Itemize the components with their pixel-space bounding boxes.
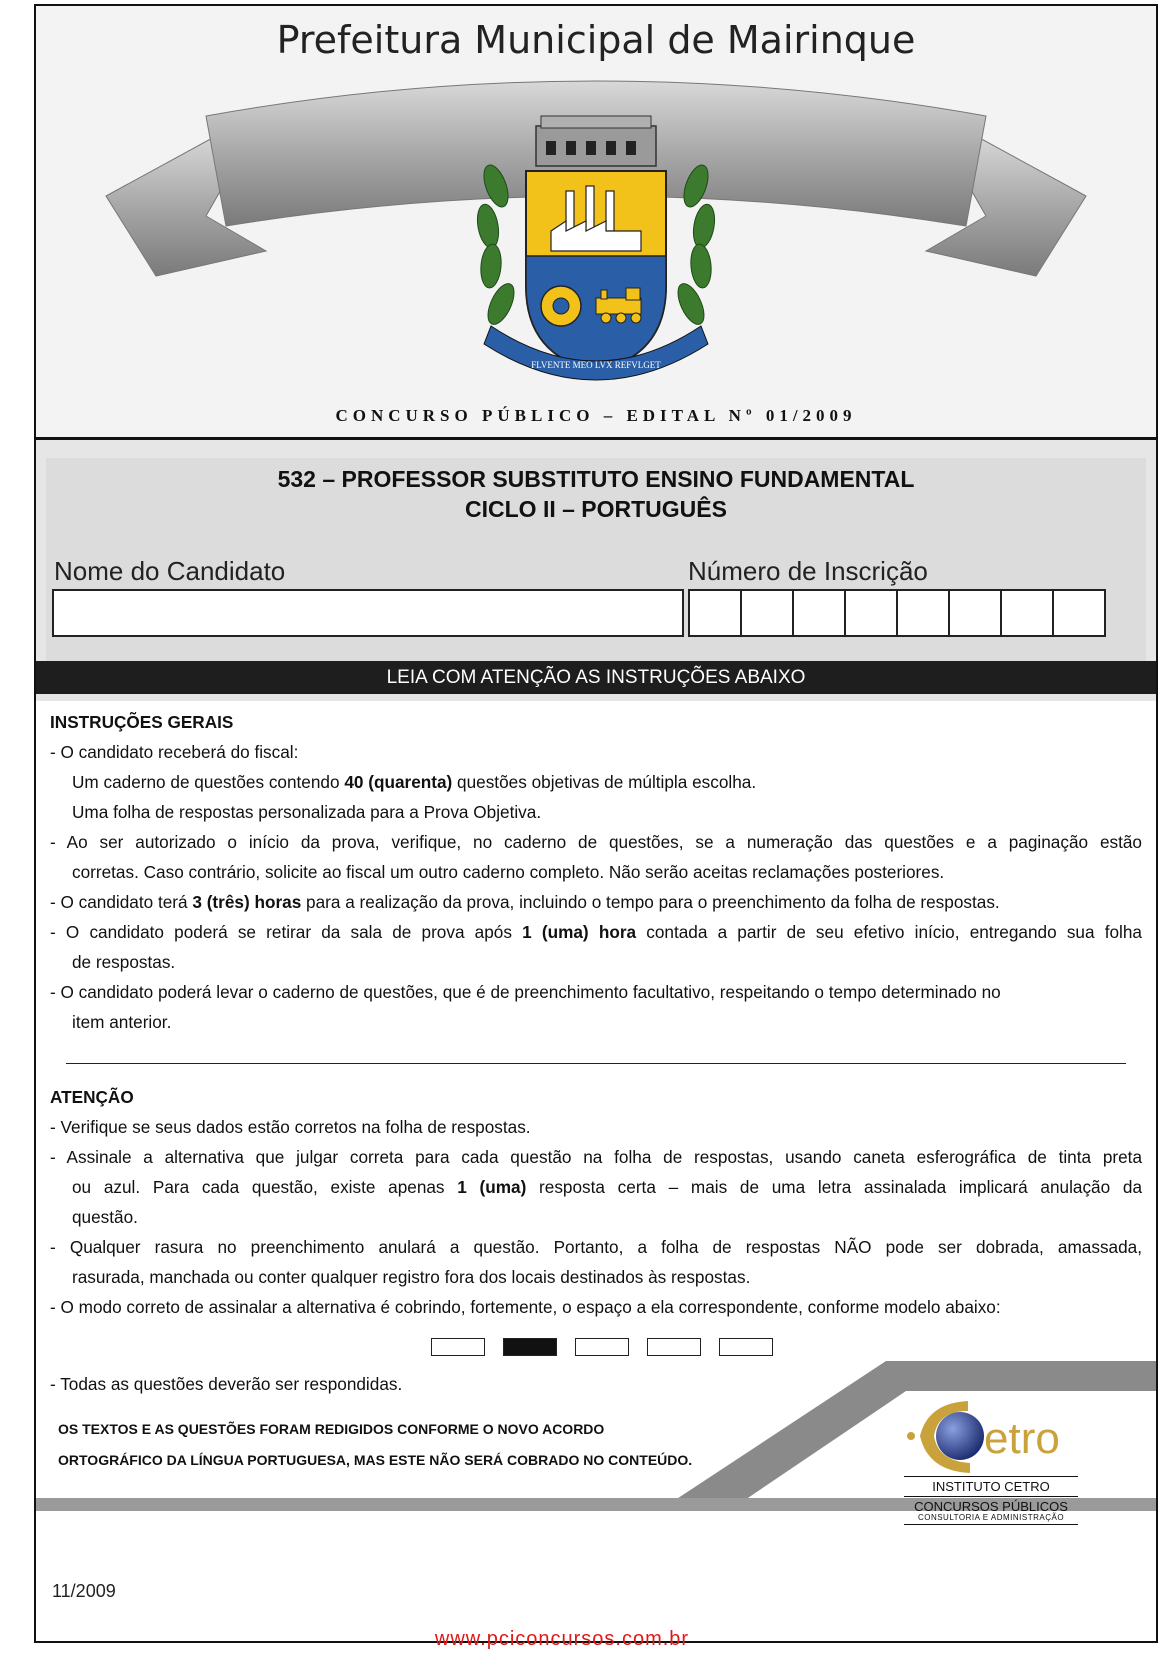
- position-title-line2: CICLO II – PORTUGUÊS: [465, 496, 727, 522]
- attention-line: ou azul. Para cada questão, existe apenas 1 (uma) resposta certa – mais de uma letra assinalada implicará anulação da: [72, 1177, 1143, 1197]
- registration-digit-cell[interactable]: [1054, 591, 1104, 635]
- instruction-line: - Ao ser autorizado o início da prova, verifique, no caderno de questões, se a numeração das questões e a paginação estão: [50, 832, 1142, 852]
- candidate-name-field[interactable]: [52, 589, 684, 637]
- instruction-line: Um caderno de questões contendo 40 (quarenta) questões objetivas de múltipla escolha.: [72, 772, 757, 792]
- orthography-note: [58, 1414, 692, 1476]
- registration-digit-cell[interactable]: [950, 591, 1002, 635]
- instruction-line: item anterior.: [72, 1012, 172, 1032]
- registration-digit-cell[interactable]: [846, 591, 898, 635]
- cetro-concursos: CONCURSOS PÚBLICOS: [904, 1496, 1078, 1514]
- watermark-link[interactable]: www.pciconcursos.com.br: [434, 1628, 690, 1650]
- cetro-institute: INSTITUTO CETRO: [904, 1476, 1078, 1494]
- header: [36, 6, 1156, 440]
- footer-date: 11/2009: [52, 1581, 116, 1601]
- attention-line: - Qualquer rasura no preenchimento anulará a questão. Portanto, a folha de respostas NÃO pode ser dobrada, amassada,: [50, 1237, 1142, 1257]
- candidate-name-label: Nome do Candidato: [54, 556, 286, 586]
- instruction-line: - O candidato receberá do fiscal:: [50, 742, 299, 762]
- instructions-banner: LEIA COM ATENÇÃO AS INSTRUÇÕES ABAIXO: [36, 661, 1156, 694]
- page-title: Prefeitura Municipal de Mairinque: [276, 18, 916, 62]
- orthography-note-line: ORTOGRÁFICO DA LÍNGUA PORTUGUESA, MAS ESTE NÃO SERÁ COBRADO NO CONTEÚDO.: [58, 1452, 693, 1468]
- instruction-line: de respostas.: [72, 952, 176, 972]
- orthography-note-line: OS TEXTOS E AS QUESTÕES FORAM REDIGIDOS CONFORME O NOVO ACORDO: [58, 1421, 605, 1437]
- attention-line: - Assinale a alternativa que julgar correta para cada questão na folha de respostas, usando caneta esferográfica de tinta preta: [50, 1147, 1142, 1167]
- registration-number-field[interactable]: [688, 589, 1106, 637]
- attention-line: rasurada, manchada ou conter qualquer registro fora dos locais destinados às respostas.: [72, 1267, 751, 1287]
- instruction-line: - O candidato poderá levar o caderno de questões, que é de preenchimento facultativo, respeitando o tempo determinado no: [50, 982, 1001, 1002]
- cetro-consultoria: CONSULTORIA E ADMINISTRAÇÃO: [904, 1513, 1078, 1525]
- section-divider: [66, 1063, 1126, 1064]
- attention-line: questão.: [72, 1207, 138, 1227]
- instruction-line: Uma folha de respostas personalizada para a Prova Objetiva.: [72, 802, 542, 822]
- edital-line: CONCURSO PÚBLICO – EDITAL Nº 01/2009: [335, 406, 857, 425]
- attention-instructions: [50, 1082, 1142, 1322]
- general-instructions: [50, 707, 1142, 1037]
- instruction-line: - O candidato terá 3 (três) horas para a realização da prova, incluindo o tempo para o preenchimento da folha de respostas.: [50, 892, 1000, 912]
- position-title-line1: 532 – PROFESSOR SUBSTITUTO ENSINO FUNDAMENTAL: [277, 466, 915, 492]
- crest-motto: FLVENTE MEO LVX REFVLGET: [531, 360, 661, 370]
- registration-digit-cell[interactable]: [898, 591, 950, 635]
- attention-line: - O modo correto de assinalar a alternativa é cobrindo, fortemente, o espaço a ela correspondente, conforme modelo abaixo:: [50, 1297, 1001, 1317]
- registration-digit-cell[interactable]: [794, 591, 846, 635]
- registration-digit-cell[interactable]: [690, 591, 742, 635]
- instruction-line: corretas. Caso contrário, solicite ao fiscal um outro caderno completo. Não serão aceitas reclamações posteriores.: [72, 862, 945, 882]
- cetro-logo-icon: [898, 1391, 1108, 1481]
- attention-line: - Todas as questões deverão ser respondidas.: [50, 1374, 403, 1394]
- instruction-line: - O candidato poderá se retirar da sala de prova após 1 (uma) hora contada a partir de seu efetivo início, entregando sua folha: [50, 922, 1142, 942]
- municipal-crest-icon: [96, 76, 1096, 386]
- cetro-wordmark: etro: [984, 1414, 1060, 1463]
- registration-number-label: Número de Inscrição: [688, 556, 928, 586]
- registration-digit-cell[interactable]: [1002, 591, 1054, 635]
- attention-heading: ATENÇÃO: [50, 1087, 134, 1107]
- registration-digit-cell[interactable]: [742, 591, 794, 635]
- attention-line: - Verifique se seus dados estão corretos na folha de respostas.: [50, 1117, 531, 1137]
- general-heading: INSTRUÇÕES GERAIS: [50, 712, 234, 732]
- exam-cover-page: [34, 4, 1158, 1643]
